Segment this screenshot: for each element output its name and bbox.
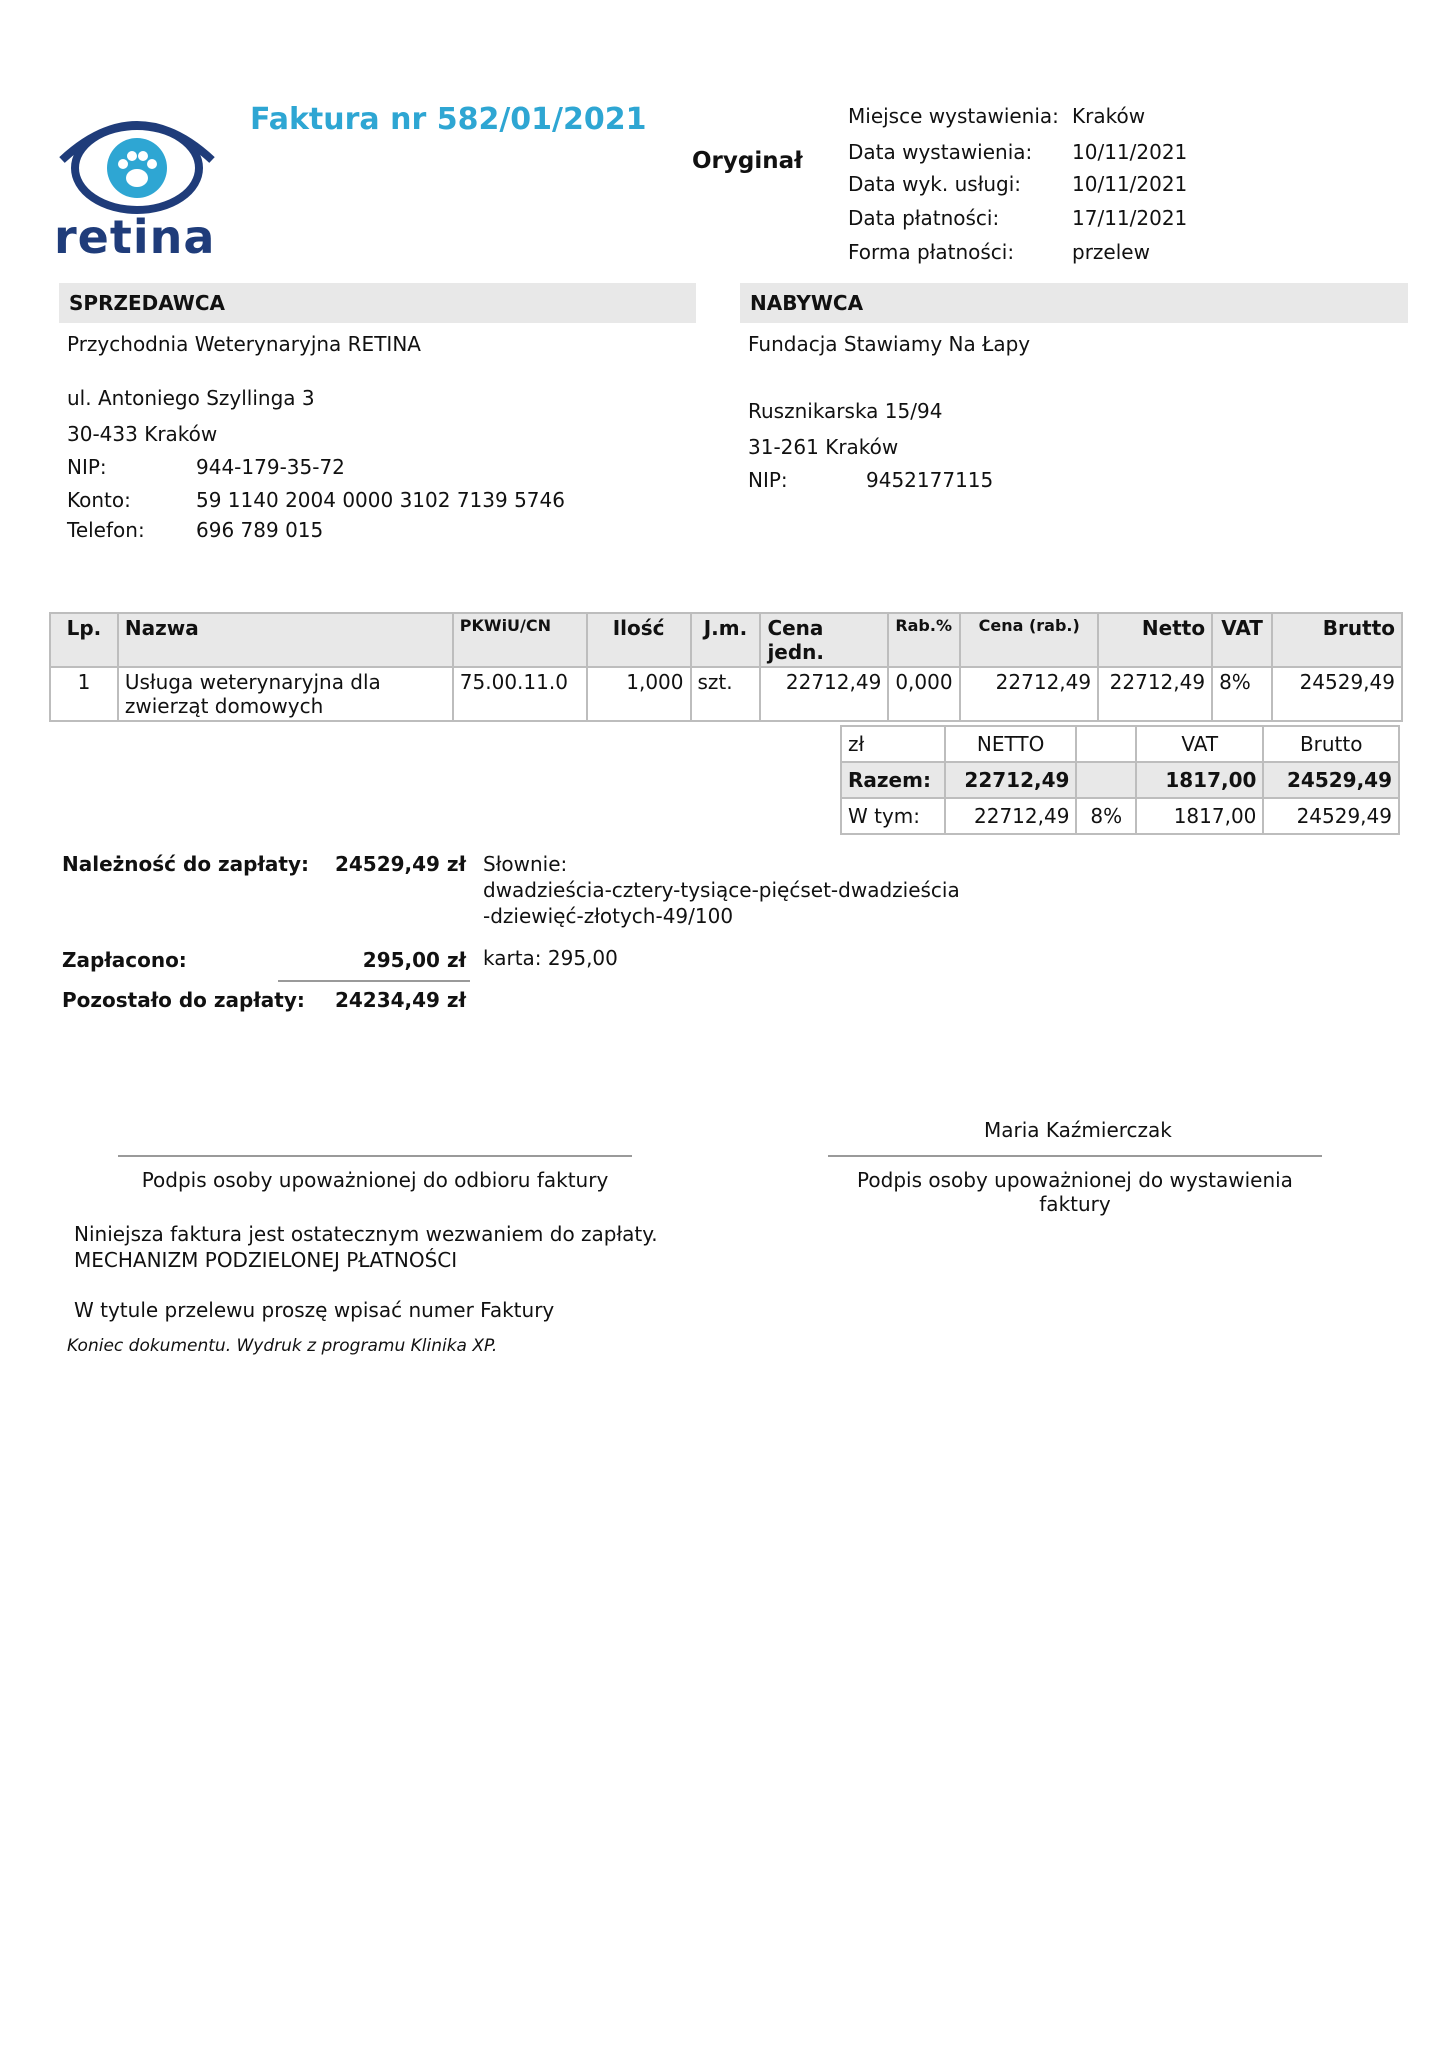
seller-nip-label: NIP: — [67, 455, 107, 479]
meta-label: Data wystawienia: — [848, 140, 1033, 164]
col-pkwiu: PKWiU/CN — [453, 613, 587, 667]
seller-phone-label: Telefon: — [67, 518, 145, 542]
cell-unit: szt. — [691, 667, 761, 721]
summary-ofwhich-row — [841, 798, 1399, 834]
summary-total-label: Razem: — [841, 762, 945, 798]
paid-label: Zapłacono: — [62, 948, 187, 972]
meta-value: przelew — [1072, 240, 1150, 264]
items-header-row — [50, 613, 1402, 667]
meta-value: 10/11/2021 — [1072, 172, 1188, 196]
copy-type: Oryginał — [692, 148, 803, 174]
col-price-disc: Cena (rab.) — [960, 613, 1098, 667]
col-price: Cena jedn. — [760, 613, 888, 667]
paid-note: karta: 295,00 — [483, 946, 618, 970]
col-vat: VAT — [1212, 613, 1272, 667]
col-lp: Lp. — [50, 613, 118, 667]
summary-total-net: 22712,49 — [945, 762, 1077, 798]
issuer-caption-line1: Podpis osoby upoważnionej do wystawienia — [857, 1168, 1293, 1192]
note-final-demand: Niniejsza faktura jest ostatecznym wezwaniem do zapłaty. — [74, 1222, 658, 1246]
meta-label: Forma płatności: — [848, 240, 1015, 264]
col-unit: J.m. — [691, 613, 761, 667]
issuer-signature-line — [828, 1155, 1322, 1157]
cell-discount: 0,000 — [888, 667, 960, 721]
logo-text: retina — [54, 210, 216, 264]
col-name: Nazwa — [118, 613, 453, 667]
buyer-city: 31-261 Kraków — [748, 435, 899, 459]
summary-head-vat: VAT — [1136, 726, 1263, 762]
summary-ofwhich-rate: 8% — [1076, 798, 1136, 834]
note-transfer-title: W tytule przelewu proszę wpisać numer Faktury — [74, 1298, 555, 1322]
due-label: Należność do zapłaty: — [62, 852, 309, 876]
cell-price-disc: 22712,49 — [960, 667, 1098, 721]
remaining-label: Pozostało do zapłaty: — [62, 988, 305, 1012]
due-value: 24529,49 zł — [334, 852, 466, 876]
cell-name — [118, 667, 453, 721]
summary-total-row — [841, 762, 1399, 798]
buyer-nip: 9452177115 — [866, 468, 994, 492]
seller-heading: SPRZEDAWCA — [59, 283, 696, 323]
cell-pkwiu: 75.00.11.0 — [453, 667, 587, 721]
summary-total-vat: 1817,00 — [1136, 762, 1263, 798]
summary-total-gross: 24529,49 — [1263, 762, 1399, 798]
table-row — [50, 667, 1402, 721]
meta-label: Miejsce wystawienia: — [848, 104, 1059, 128]
cell-vat: 8% — [1212, 667, 1272, 721]
seller-nip: 944-179-35-72 — [196, 455, 345, 479]
buyer-name: Fundacja Stawiamy Na Łapy — [748, 332, 1031, 356]
summary-ofwhich-gross: 24529,49 — [1263, 798, 1399, 834]
receiver-caption: Podpis osoby upoważnionej do odbioru faktury — [141, 1168, 609, 1192]
meta-label: Data płatności: — [848, 206, 1000, 230]
col-gross: Brutto — [1272, 613, 1402, 667]
meta-label: Data wyk. usługi: — [848, 172, 1022, 196]
buyer-nip-label: NIP: — [748, 468, 788, 492]
seller-phone: 696 789 015 — [196, 518, 324, 542]
words-line2: -dziewięć-złotych-49/100 — [483, 904, 734, 928]
summary-currency: zł — [841, 726, 945, 762]
cell-qty: 1,000 — [587, 667, 691, 721]
vat-summary-table — [840, 725, 1400, 835]
summary-head-gross: Brutto — [1263, 726, 1399, 762]
cell-lp: 1 — [50, 667, 118, 721]
col-net: Netto — [1098, 613, 1212, 667]
summary-head-rate — [1076, 726, 1136, 762]
summary-header-row — [841, 726, 1399, 762]
summary-ofwhich-net: 22712,49 — [945, 798, 1077, 834]
words-label: Słownie: — [483, 852, 568, 876]
receiver-signature-line — [118, 1155, 632, 1157]
issuer-name: Maria Kaźmierczak — [984, 1118, 1172, 1142]
seller-account-label: Konto: — [67, 488, 131, 512]
remaining-value: 24234,49 zł — [334, 988, 466, 1012]
meta-value: 10/11/2021 — [1072, 140, 1188, 164]
items-table — [49, 612, 1403, 722]
words-line1: dwadzieścia-cztery-tysiące-pięćset-dwadzieścia — [483, 878, 960, 902]
seller-name: Przychodnia Weterynaryjna RETINA — [67, 332, 421, 356]
invoice-title: Faktura nr 582/01/2021 — [250, 102, 647, 137]
cell-gross: 24529,49 — [1272, 667, 1402, 721]
buyer-heading: NABYWCA — [740, 283, 1408, 323]
meta-value: Kraków — [1072, 104, 1146, 128]
issuer-caption-line2: faktury — [1039, 1192, 1111, 1216]
col-discount: Rab.% — [888, 613, 960, 667]
document-footer: Koniec dokumentu. Wydruk z programu Klinika XP. — [67, 1336, 498, 1356]
cell-name-line2: zwierząt domowych — [124, 694, 324, 718]
summary-ofwhich-vat: 1817,00 — [1136, 798, 1263, 834]
paid-divider — [278, 980, 470, 982]
cell-name-line1: Usługa weterynaryjna dla — [124, 670, 381, 694]
note-split-payment: MECHANIZM PODZIELONEJ PŁATNOŚCI — [74, 1248, 458, 1272]
meta-value: 17/11/2021 — [1072, 206, 1188, 230]
summary-ofwhich-label: W tym: — [841, 798, 945, 834]
buyer-street: Rusznikarska 15/94 — [748, 399, 943, 423]
summary-total-rate — [1076, 762, 1136, 798]
cell-net: 22712,49 — [1098, 667, 1212, 721]
seller-account: 59 1140 2004 0000 3102 7139 5746 — [196, 488, 565, 512]
cell-price: 22712,49 — [760, 667, 888, 721]
seller-street: ul. Antoniego Szyllinga 3 — [67, 386, 315, 410]
paid-value: 295,00 zł — [362, 948, 466, 972]
col-qty: Ilość — [587, 613, 691, 667]
seller-city: 30-433 Kraków — [67, 422, 218, 446]
summary-head-net: NETTO — [945, 726, 1077, 762]
